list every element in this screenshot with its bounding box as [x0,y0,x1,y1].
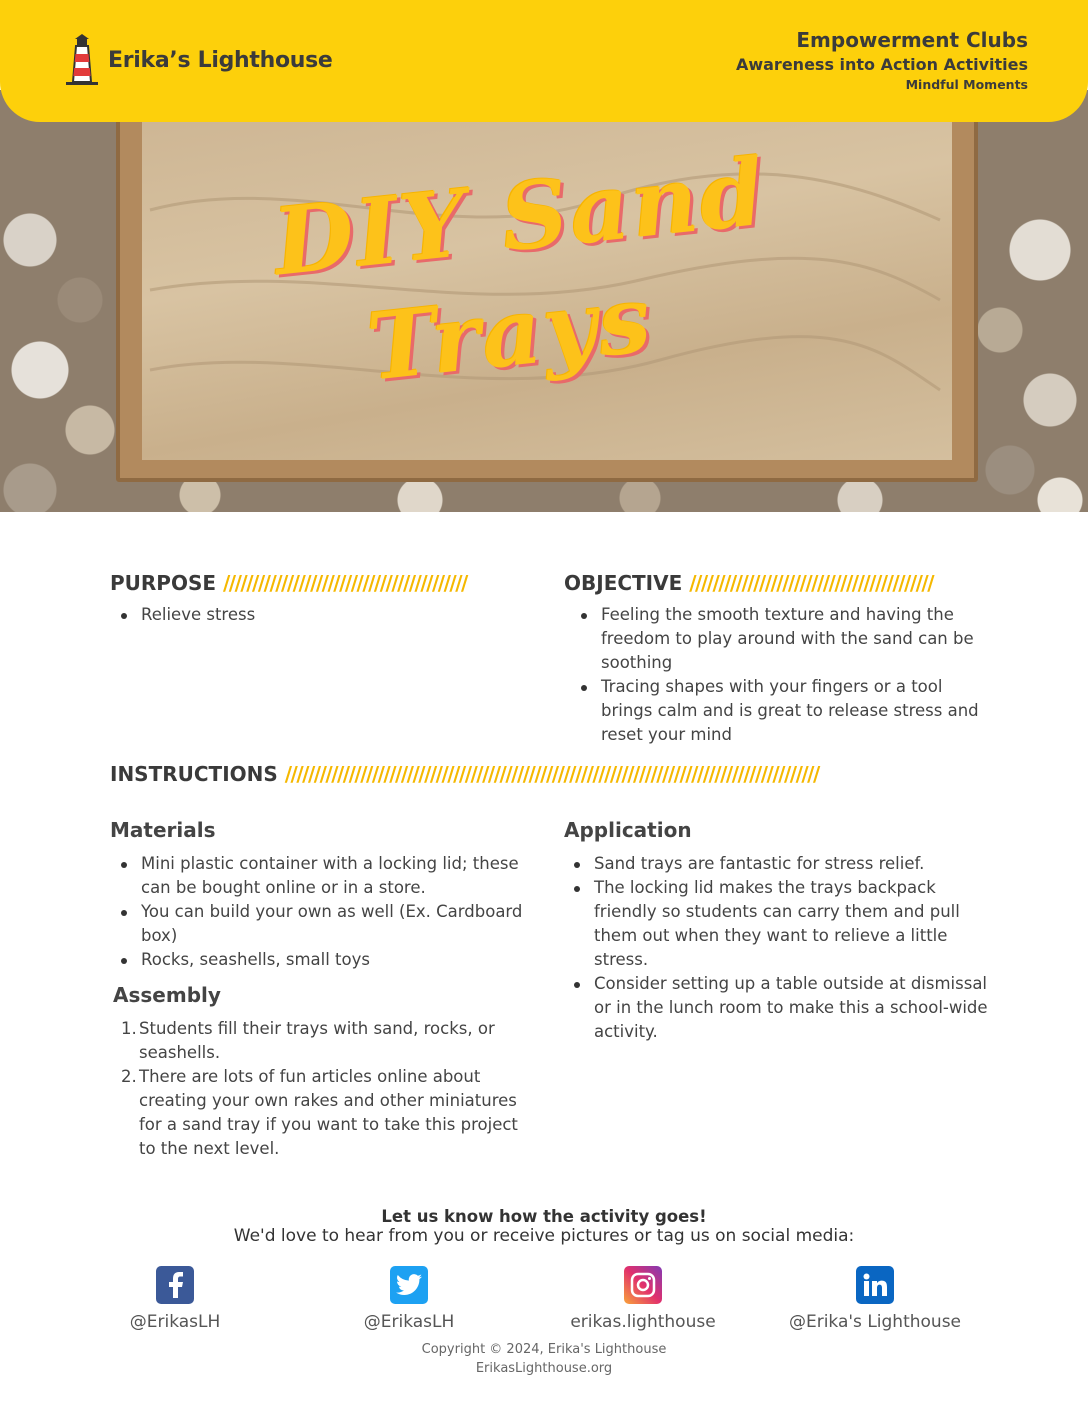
heading-divider: ////////////////////////////////////////// [689,571,934,595]
instructions-section [110,762,985,786]
lighthouse-icon [62,34,102,86]
copyright-block [0,1340,1088,1378]
purpose-heading-text: PURPOSE [110,571,217,595]
list-number: 1. [121,1019,137,1038]
category-label: Mindful Moments [905,77,1028,92]
list-item: Feeling the smooth texture and having the freedom to play around with the sand can be soothing [601,603,991,675]
social-linkedin[interactable] [755,1266,995,1332]
facebook-handle[interactable]: @ErikasLH [129,1312,221,1332]
twitter-handle[interactable]: @ErikasLH [363,1312,455,1332]
heading-divider: //////////////////////////////////////////////////////////////////////////////////////////// [284,762,819,786]
social-facebook[interactable] [55,1266,295,1332]
list-item: The locking lid makes the trays backpack friendly so students can carry them and pull them out when they want to relieve a little stress. [594,876,990,972]
objective-heading-text: OBJECTIVE [564,571,683,595]
assembly-section [113,983,533,1161]
hero-title-line-1: DIY Sand [268,137,772,297]
application-heading: Application [564,818,692,842]
heading-divider: ////////////////////////////////////////// [223,571,467,595]
assembly-heading: Assembly [113,983,221,1007]
social-twitter[interactable] [289,1266,529,1332]
materials-list [141,852,541,972]
cta-heading: Let us know how the activity goes! [381,1207,707,1226]
list-number: 2. [121,1067,137,1086]
list-item: Mini plastic container with a locking lid; these can be bought online or in a store. [141,852,541,900]
list-item: Tracing shapes with your fingers or a tool brings calm and is great to release stress and reset your mind [601,675,991,747]
copyright-text: Copyright © 2024, Erika's Lighthouse [421,1342,667,1357]
program-subtitle: Awareness into Action Activities [735,55,1028,74]
page-header [0,0,1088,122]
hero-title-line-2: Trays [362,264,658,402]
instructions-heading-text: INSTRUCTIONS [110,762,278,786]
logo-text: Erika’s Lighthouse [108,47,333,73]
facebook-icon[interactable] [156,1266,194,1304]
application-list [594,852,990,1044]
list-item: Consider setting up a table outside at dismissal or in the lunch room to make this a school-wide activity. [594,972,990,1044]
website-link[interactable]: ErikasLighthouse.org [475,1361,613,1376]
objective-list [601,603,991,747]
list-item: Sand trays are fantastic for stress relief. [594,852,990,876]
list-item [121,1065,529,1161]
purpose-list [141,603,530,627]
list-item: You can build your own as well (Ex. Cardboard box) [141,900,541,948]
list-text: Students fill their trays with sand, rocks, or seashells. [139,1019,495,1062]
application-section [564,818,994,1044]
logo [62,34,333,86]
program-title: Empowerment Clubs [796,28,1028,52]
instagram-handle[interactable]: erikas.lighthouse [570,1312,716,1332]
objective-section [564,571,992,747]
list-item: Rocks, seashells, small toys [141,948,541,972]
purpose-section [110,571,530,627]
instagram-icon[interactable] [624,1266,662,1304]
assembly-list [121,1017,529,1161]
cta-text: We'd love to hear from you or receive pictures or tag us on social media: [233,1226,855,1246]
instructions-heading [110,762,985,786]
list-item [121,1017,529,1065]
materials-heading: Materials [110,818,216,842]
hero-title [240,137,800,402]
linkedin-handle[interactable]: @Erika's Lighthouse [788,1312,962,1332]
linkedin-icon[interactable] [856,1266,894,1304]
purpose-heading [110,571,530,595]
list-text: There are lots of fun articles online about creating your own rakes and other miniatures for a sand tray if you want to take this project to the next level. [139,1067,518,1158]
social-instagram[interactable] [523,1266,763,1332]
materials-section [110,818,540,972]
list-item: Relieve stress [141,603,530,627]
twitter-icon[interactable] [390,1266,428,1304]
objective-heading [564,571,992,595]
hero-image [0,90,1088,512]
header-titles [736,28,1028,92]
